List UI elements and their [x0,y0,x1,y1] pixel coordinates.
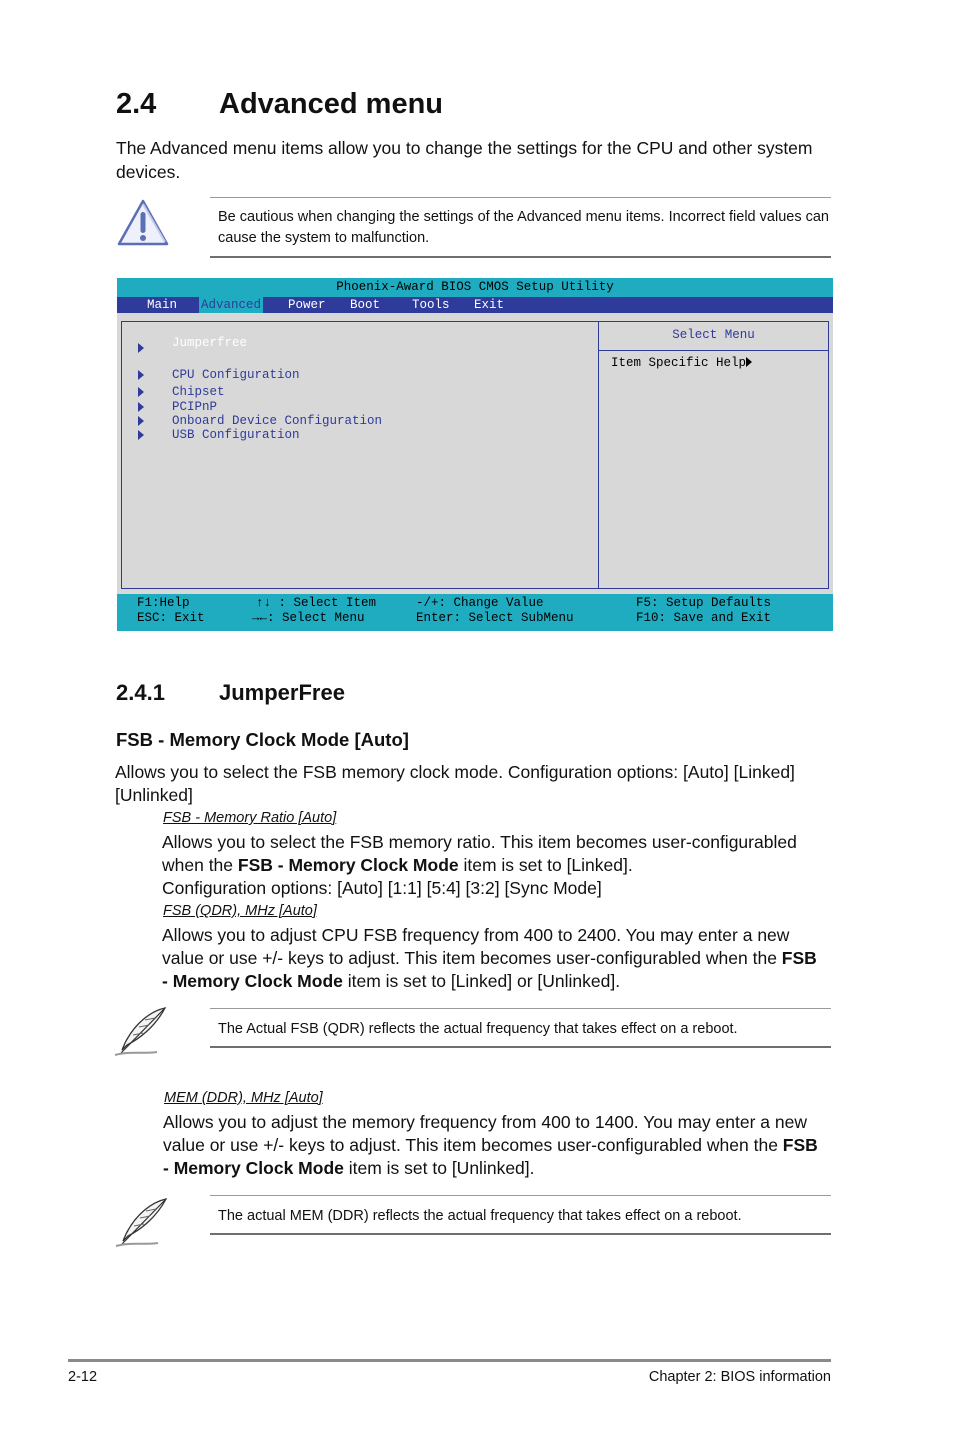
key-f5-defaults: F5: Setup Defaults [636,596,772,610]
bios-item-onboard-device[interactable]: Onboard Device Configuration [172,414,383,428]
intro-paragraph: The Advanced menu items allow you to change the settings for the CPU and other system devices. [116,138,813,182]
fsb-qdr-desc-a: Allows you to adjust CPU FSB frequency from 400 to 2400. You may enter a new value or use +/- keys to adjust. This item becomes user-configurabled when the [162,925,790,968]
page-number: 2-12 [68,1369,98,1385]
submenu-arrow-icon [138,402,144,412]
key-change-value: -/+: Change Value [416,596,544,610]
mem-ddr-desc [163,1111,823,1180]
note1-bottom-rule [210,1046,831,1048]
fsb-qdr-desc-b: item is set to [Linked] or [Unlinked]. [342,971,621,991]
mem-ddr-desc-b: item is set to [Unlinked]. [343,1158,535,1178]
mem-ratio-desc [162,831,822,900]
bios-menu-power[interactable]: Power [288,298,326,312]
caution-icon [116,198,170,248]
bios-menubar [117,297,833,313]
help-arrow-icon [746,357,752,367]
note2-bottom-rule [210,1233,831,1235]
bios-title: Phoenix-Award BIOS CMOS Setup Utility [336,280,614,294]
bios-menu-main[interactable]: Main [147,298,178,312]
mem-ratio-desc-b: item is set to [Linked]. [458,855,633,875]
mem-ratio-bold: FSB - Memory Clock Mode [237,855,459,875]
key-select-menu: →←: Select Menu [252,611,365,625]
submenu-arrow-icon [138,370,144,380]
fsb-mode-title: FSB - Memory Clock Mode [Auto] [116,729,409,750]
chapter-label: Chapter 2: BIOS information [648,1369,831,1385]
bios-item-pcipnp[interactable]: PCIPnP [172,400,218,414]
bios-menu-tools[interactable]: Tools [412,298,450,312]
bios-help-label: Item Specific Help [611,356,747,370]
key-select-submenu: Enter: Select SubMenu [416,611,574,625]
mem-ratio-label: FSB - Memory Ratio [Auto] [163,810,337,826]
mem-ratio-desc-a: Allows you to select the FSB memory ratio. This item becomes user-configurabled when the [162,832,797,875]
mem-ddr-bold: FSB - Memory Clock Mode [163,1135,818,1178]
mem-ddr-label: MEM (DDR), MHz [Auto] [164,1090,323,1106]
feather-note-icon [113,1005,169,1059]
note1-text: The Actual FSB (QDR) reflects the actual frequency that takes effect on a reboot. [218,1021,738,1037]
submenu-arrow-icon [138,416,144,426]
bios-screen [117,278,833,631]
heading-number: 2.4 [116,88,157,120]
section-heading [116,680,345,706]
section-number: 2.4.1 [116,680,165,705]
mem-ratio-options: Configuration options: [Auto] [1:1] [5:4] [3:2] [Sync Mode] [162,878,602,898]
fsb-qdr-bold: FSB - Memory Clock Mode [162,948,817,991]
mem-ddr-desc-a: Allows you to adjust the memory frequency from 400 to 1400. You may enter a new value or use +/- keys to adjust. This item becomes user-configurabled when the [163,1112,807,1155]
caution-text: Be cautious when changing the settings of the Advanced menu items. Incorrect field values can cause the system to malfunction. [218,209,829,246]
bios-menu-advanced[interactable]: Advanced [201,298,262,312]
section-title: JumperFree [219,680,345,705]
submenu-arrow-icon [138,387,144,397]
note2-top-rule [210,1195,831,1196]
submenu-arrow-icon [138,430,144,440]
bios-item-cpu-configuration[interactable]: CPU Configuration [172,368,300,382]
bios-item-jumperfree[interactable]: Jumperfree [172,336,248,350]
page-heading [116,88,443,121]
fsb-qdr-label: FSB (QDR), MHz [Auto] [163,903,317,919]
caution-bottom-rule [210,256,831,258]
bios-body [117,313,833,594]
feather-note-icon [114,1196,170,1250]
fsb-qdr-desc [162,924,822,993]
bios-items-panel [121,321,599,589]
key-f1-help: F1:Help [137,596,190,610]
fsb-mode-desc: Allows you to select the FSB memory clock mode. Configuration options: [Auto] [Linked] [Unlinked] [115,762,795,805]
submenu-arrow-icon [138,343,144,353]
key-esc-exit: ESC: Exit [137,611,205,625]
bios-menu-exit[interactable]: Exit [474,298,505,312]
bios-menu-boot[interactable]: Boot [350,298,381,312]
key-select-item: ↑↓ : Select Item [256,596,377,610]
bios-select-menu-label: Select Menu [672,328,755,342]
bios-help-separator [599,350,828,351]
bios-item-usb-configuration[interactable]: USB Configuration [172,428,300,442]
bios-footer [117,594,833,631]
note1-top-rule [210,1008,831,1009]
note2-text: The actual MEM (DDR) reflects the actual frequency that takes effect on a reboot. [218,1208,742,1224]
footer-rule [68,1359,831,1362]
caution-top-rule [210,197,831,198]
key-f10-save-exit: F10: Save and Exit [636,611,772,625]
bios-help-text [611,356,752,370]
bios-item-chipset[interactable]: Chipset [172,385,225,399]
heading-title: Advanced menu [219,88,443,120]
bios-help-panel [598,321,829,589]
